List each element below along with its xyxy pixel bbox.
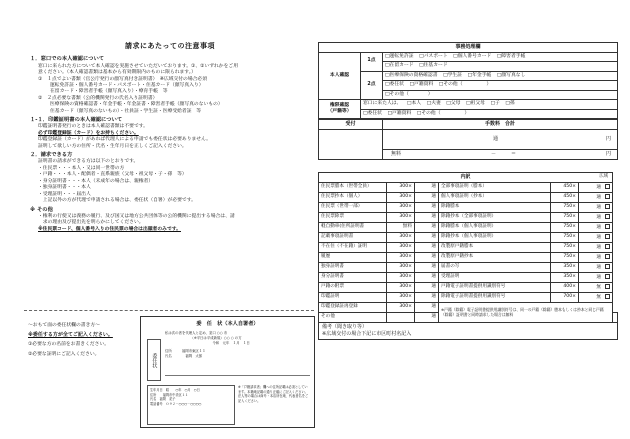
remarks-cell[interactable]	[319, 323, 618, 339]
checkbox-other-2[interactable]: □その他（ ）	[385, 91, 433, 97]
one-item-label: 1点	[361, 52, 383, 71]
item-name-right: 改製原戸籍抄本	[439, 253, 551, 263]
breakdown-row	[319, 223, 618, 233]
guide-step-2: ②必要な証明にご記入ください。	[28, 351, 100, 357]
wide-area-checkbox[interactable]	[605, 194, 610, 199]
item-name: 記載事項証明書	[319, 233, 387, 243]
proxy-form-sample	[140, 316, 315, 428]
item-count-right[interactable]	[579, 183, 613, 193]
text-line: ・戸籍・・・本人・配偶者・直系親族（父母・祖父母・子・孫 等）	[38, 172, 187, 178]
text-line: ① １点でよい書類（官公庁発行の顔写真付き証明書） ※広域交付の場合必須	[38, 76, 208, 82]
section-2-heading: ２．請求できる方	[30, 152, 73, 159]
guide-title: ～おもて面の委任状欄の書き方～	[28, 323, 100, 328]
item-price: 300×	[387, 193, 415, 203]
wide-area-checkbox[interactable]	[605, 234, 610, 239]
item-count[interactable]: 通	[415, 213, 439, 223]
item-count[interactable]: 通	[415, 313, 439, 323]
breakdown-row	[319, 183, 618, 193]
item-name: 不在住（不在籍）証明	[319, 243, 387, 253]
two-item-row-2	[383, 81, 618, 90]
text-line: ・権利の行使又は義務の履行、及び国又は地方公共団体等の公的機関に提出する場合は、請	[38, 213, 235, 219]
sample-header: 委 任 状（本人自署者）	[196, 321, 259, 327]
wide-area-checkbox[interactable]	[605, 224, 610, 229]
count-unit: 通	[596, 194, 601, 200]
item-name: 印鑑登録証再登録	[319, 303, 387, 313]
guide-emphasis: ※委任する方が全てご記入ください。	[28, 332, 113, 339]
item-name: その他	[319, 313, 387, 323]
item-name: 住民票（世帯一部）	[319, 203, 387, 213]
item-name-right: 届書の写	[439, 263, 551, 273]
checkbox-juki-card[interactable]: □住基カード	[419, 63, 448, 69]
emphasis-line: 必ず印鑑登録証（カード）をお持ちください。	[38, 130, 139, 136]
item-count[interactable]: 通	[415, 233, 439, 243]
item-name-right: 個人事項証明（抄本）	[439, 193, 551, 203]
remarks-body: ※広域交付の場合下記に市区町村名記入	[322, 330, 412, 337]
item-count-right[interactable]	[579, 203, 613, 213]
item-name-right: 除籍電子証明書提供用識別符号	[439, 293, 551, 303]
text-line: 求の理由及び提出先を明らかにしてください。	[38, 220, 144, 226]
item-price-right: 700×	[551, 293, 579, 303]
item-count-right[interactable]	[579, 193, 613, 203]
other-heading: ※ その他	[30, 206, 53, 213]
wide-area-checkbox[interactable]	[605, 214, 610, 219]
item-price-right: 400×	[551, 283, 579, 293]
checkbox-license[interactable]: □運転免許証	[385, 53, 414, 59]
checkbox-mynumber[interactable]: □個人番号カード	[453, 53, 492, 59]
item-price	[387, 313, 415, 323]
sample-line: 住所 福岡市中央区１１	[150, 392, 189, 397]
count-unit: 通	[596, 264, 601, 270]
yen-unit: 円	[605, 136, 611, 143]
sample-line: 住所 福岡市東区１１	[165, 348, 206, 353]
proxy-guide	[28, 323, 133, 361]
wide-area-checkbox[interactable]	[605, 244, 610, 249]
authority-row-1	[361, 100, 618, 109]
text-line: ・住民票・・・本人・又は同一世帯の方	[38, 165, 125, 171]
text-line: 証明して欲しい方の住所・氏名・生年月日を正しくご記入ください。	[38, 143, 187, 149]
checkbox-spouse[interactable]: □夫妻	[426, 101, 441, 107]
checkbox-passport[interactable]: □パスポート	[419, 53, 448, 59]
item-name: 戸籍の附票	[319, 283, 387, 293]
item-price-right: 350×	[551, 273, 579, 283]
item-count[interactable]: 通	[415, 203, 439, 213]
text-line: 印鑑証明書発行のときは本人確認書類は不要です。	[38, 124, 148, 130]
checkbox-self[interactable]: □本人	[406, 101, 422, 107]
item-count-right[interactable]	[579, 233, 613, 243]
checkbox-child[interactable]: □子	[490, 101, 500, 107]
checkbox-student[interactable]: □学生証	[443, 72, 463, 78]
sample-line: 氏名 福岡 太郎	[165, 353, 203, 358]
item-count-right[interactable]	[579, 273, 613, 283]
dotted-divider	[24, 310, 314, 311]
item-count[interactable]: 通	[415, 223, 439, 233]
item-name: 住民票除票	[319, 213, 387, 223]
sample-line: 私は次の者を代理人と定め、窓口 ○○ 市	[165, 331, 228, 335]
checkbox-grandchild[interactable]: □孫	[505, 101, 515, 107]
item-name: 履歴	[319, 253, 387, 263]
item-name: 印鑑証明	[319, 293, 387, 303]
sample-side-label: 委任状	[147, 339, 161, 381]
item-count[interactable]: 通	[415, 253, 439, 263]
text-line: 証明書の請求ができる方は以下のとおりです。	[38, 159, 139, 165]
item-count-right[interactable]	[579, 263, 613, 273]
item-name-right: 除籍抄本（個人事項証明）	[439, 233, 551, 243]
item-count-right[interactable]	[579, 243, 613, 253]
item-name-right	[613, 313, 618, 323]
item-price-right: 450×	[551, 183, 579, 193]
item-count[interactable]: 通	[415, 293, 439, 303]
authority-check-label: 権限確認 （戸籍等）	[319, 100, 361, 119]
count-unit: 通	[596, 224, 601, 230]
item-count[interactable]: 通	[415, 303, 439, 313]
breakdown-title-text: 内訳	[460, 174, 471, 181]
section-1-heading: １．窓口での本人確認について	[30, 56, 105, 63]
office-use-section	[318, 42, 618, 340]
item-name: 独身証明書	[319, 263, 387, 273]
item-price-right: 450×	[551, 193, 579, 203]
breakdown-row	[319, 203, 618, 213]
item-name-right: 全部事項証明（謄本）	[439, 183, 551, 193]
sample-line: 電話番号 ０９２－○○○－○○○○	[150, 401, 202, 406]
text-line: 印鑑登録証（カード）があれば代理人による申請でも委任状は必要ありません。	[38, 137, 211, 143]
id-check-label: 本人確認	[319, 52, 361, 99]
breakdown-row	[319, 253, 618, 263]
item-count-right[interactable]	[579, 283, 613, 293]
count-unit: 無	[596, 284, 601, 290]
count-unit: 通	[596, 254, 601, 260]
item-name-right: 除籍謄本（個人事項証明）	[439, 223, 551, 233]
item-count[interactable]: 通	[415, 183, 439, 193]
item-count-right[interactable]	[579, 293, 613, 303]
text-line: 医療保険の資格確認書・年金手帳・年金証書・障害者手帳（顔写真のないもの）	[50, 102, 223, 108]
checkbox-no-photo[interactable]: □顔写真なし	[496, 72, 526, 78]
item-count[interactable]: 通	[415, 263, 439, 273]
one-item-row-1	[383, 52, 618, 61]
office-table	[318, 42, 618, 119]
breakdown-row	[319, 233, 618, 243]
count-unit: 通	[596, 184, 601, 190]
checkbox-residence-card[interactable]: □在留カード	[385, 63, 414, 69]
item-name: 住民票謄本（世帯全員）	[319, 183, 387, 193]
text-line: ② ２点必要な書類（公的機関発行の氏名入り証明書）	[38, 95, 158, 101]
checkbox-parents[interactable]: □父母	[446, 101, 461, 107]
count-unit: 通	[596, 214, 601, 220]
item-name: 住民票抄本（個人）	[319, 193, 387, 203]
count-unit: 通	[596, 274, 601, 280]
wide-area-label: 広域	[599, 174, 608, 180]
item-name-right: 除籍抄本（全部事項証明）	[439, 213, 551, 223]
item-price-right: 750×	[551, 243, 579, 253]
fee-total-cell[interactable]	[383, 130, 618, 150]
sample-separator	[165, 375, 310, 376]
breakdown-row	[319, 293, 618, 303]
item-price: 300×	[387, 183, 415, 193]
item-name: 身分証明書	[319, 273, 387, 283]
breakdown-table	[318, 172, 618, 323]
breakdown-title	[319, 173, 613, 183]
wide-area-checkbox[interactable]	[605, 284, 610, 289]
item-price: 300×	[387, 293, 415, 303]
item-price-right: 750×	[551, 203, 579, 213]
two-item-label: 2点	[361, 71, 383, 99]
sample-line: 生年月日 昭 ○年 ○月 ○日	[150, 388, 200, 392]
free-label: 無料	[391, 151, 402, 158]
checkbox-pension[interactable]: □年金手帳	[467, 72, 492, 78]
breakdown-row	[319, 273, 618, 283]
count-unit: 通	[596, 204, 601, 210]
item-price-right: 750×	[551, 223, 579, 233]
checkbox-grandparents[interactable]: □祖父母	[465, 101, 485, 107]
text-line: ・身分証明書・・・本人（未成年の場合は、親権者）	[38, 178, 154, 184]
two-item-row-3	[383, 90, 618, 99]
checkbox-proxy[interactable]: □委任状	[385, 82, 404, 88]
checkbox-insurance[interactable]: □医療保険の資格確認書	[385, 72, 438, 78]
breakdown-rows	[319, 183, 618, 323]
item-price: 300×	[387, 243, 415, 253]
two-item-row-1	[383, 71, 618, 80]
free-formula: － ＝	[490, 151, 516, 158]
wide-area-checkbox[interactable]	[605, 294, 610, 299]
item-name-right: 除籍謄本	[439, 203, 551, 213]
text-line: ・独身証明書・・・本人	[38, 185, 91, 191]
item-price: 300×	[387, 233, 415, 243]
authority-prompt: 窓口に来た人は、	[363, 101, 402, 107]
item-count[interactable]: 通	[415, 193, 439, 203]
remarks-title: 備考（聞き取り等）	[322, 324, 368, 331]
sample-line: 氏名 福岡 花子	[150, 397, 176, 402]
breakdown-row	[319, 213, 618, 223]
reception-stamp-cell[interactable]	[319, 130, 383, 160]
item-count[interactable]: 通	[415, 273, 439, 283]
item-count-right[interactable]	[579, 253, 613, 263]
item-price: 無料	[387, 223, 415, 233]
checkbox-other[interactable]: □その他（ ）	[438, 82, 492, 88]
notes-section	[30, 42, 310, 233]
wide-area-checkbox[interactable]	[605, 184, 610, 189]
item-price: 300×	[387, 253, 415, 263]
wide-area-checkbox[interactable]	[605, 204, 610, 209]
item-count[interactable]: 通	[415, 243, 439, 253]
text-line: 住基カード（顔写真のないもの）・社員証・学生証・医療受給者証 等	[50, 108, 202, 114]
item-price-right: 750×	[551, 213, 579, 223]
breakdown-row	[319, 303, 618, 313]
fee-table	[318, 119, 618, 160]
wide-area-checkbox[interactable]	[605, 274, 610, 279]
sample-line: （※平日は平成新規）○○ ○ の方	[165, 335, 242, 340]
item-price: 300×	[387, 273, 415, 283]
emphasis-line: ※住民票コード、個人番号入りの住民票の場合は出頭者のみです。	[38, 226, 181, 232]
yen-unit-2: 円	[605, 151, 611, 158]
count-unit: 通	[596, 234, 601, 240]
item-price: 300×	[387, 213, 415, 223]
text-line: ・受理証明・・・届出人	[38, 191, 91, 197]
text-line: 在留カード・障害者手帳（顔写真入り）・療育手帳 等	[50, 89, 168, 95]
breakdown-row	[319, 263, 618, 273]
breakdown-row	[319, 283, 618, 293]
section-1-1-heading: １-１．印鑑証明書の本人確認について	[30, 117, 123, 124]
authority-row-2	[361, 109, 618, 118]
item-price: 300×	[387, 203, 415, 213]
count-unit: 無	[596, 294, 601, 300]
checkbox-disability[interactable]: □障害者手帳	[496, 53, 526, 59]
item-price: 300×	[387, 303, 415, 313]
item-price-right: 750×	[551, 233, 579, 243]
item-price-right: 350×	[551, 263, 579, 273]
text-line: 運転免許証・個人番号カード・パスポート・住基カード（顔写真入り）	[50, 82, 204, 88]
item-name-right: 戸籍電子証明書提供用識別符号	[439, 283, 551, 293]
one-item-row-2	[383, 62, 618, 71]
text-line: 上記以外の方が代理で申請される場合は、委任状（自署）が必要です。	[38, 198, 196, 204]
count-unit: 通	[596, 244, 601, 250]
breakdown-row	[319, 193, 618, 203]
count-unit: 通	[493, 136, 499, 143]
item-name-right: ※戸籍（除籍）電子証明書提供用識別符号は、同一の戸籍（除籍）謄本もしくは抄本と同じ戸籍（除籍）証明書と同時請求した場合は無料	[439, 303, 613, 323]
checkbox-family-register[interactable]: □戸籍資料	[409, 82, 434, 88]
reception-label: 受付	[319, 120, 383, 130]
checkbox-auth-other[interactable]: □その他（ ）	[416, 110, 470, 116]
fee-total-label: 手数料 合計	[383, 120, 618, 130]
sample-body	[165, 331, 310, 359]
text-line: 窓口に来られた方について本人確認を実施させていただいております。①、②いずれかをご用	[38, 63, 238, 69]
wide-area-checkbox[interactable]	[605, 254, 610, 259]
checkbox-auth-register[interactable]: □戸籍資料	[387, 110, 412, 116]
item-price: 300×	[387, 263, 415, 273]
item-name: 軽自動車(住所証明書	[319, 223, 387, 233]
item-count-right[interactable]	[579, 213, 613, 223]
checkbox-auth-proxy[interactable]: □委任状	[363, 110, 382, 116]
breakdown-row	[319, 243, 618, 253]
guide-step-1: ①必要な方の名前をお書きください。	[28, 342, 110, 348]
item-price-right: 750×	[551, 253, 579, 263]
text-line: 意ください。（本人確認書類は基本から有効期限内のものに限られます。）	[38, 70, 196, 76]
item-price: 300×	[387, 283, 415, 293]
sample-line: 令和 元年 １月 １日	[165, 340, 250, 345]
item-count-right[interactable]	[579, 223, 613, 233]
sample-note: ※「戸籍請求者」欄への住所記載は必須としています。本籍地記載の通り正確にご記入ください。法人等の場合は商号・本店所在地、代表者名をご記入ください。	[238, 385, 309, 403]
item-name-right: 受理証明	[439, 273, 551, 283]
office-title: 事務処理欄	[319, 43, 618, 53]
sample-requester	[147, 385, 235, 425]
wide-area-checkbox[interactable]	[605, 264, 610, 269]
document-title: 請求にあたっての注意事項	[125, 42, 215, 50]
free-row[interactable]	[383, 150, 618, 160]
remarks-table	[318, 323, 618, 340]
item-name-right: 改製原戸籍謄本	[439, 243, 551, 253]
item-count[interactable]: 通	[415, 283, 439, 293]
